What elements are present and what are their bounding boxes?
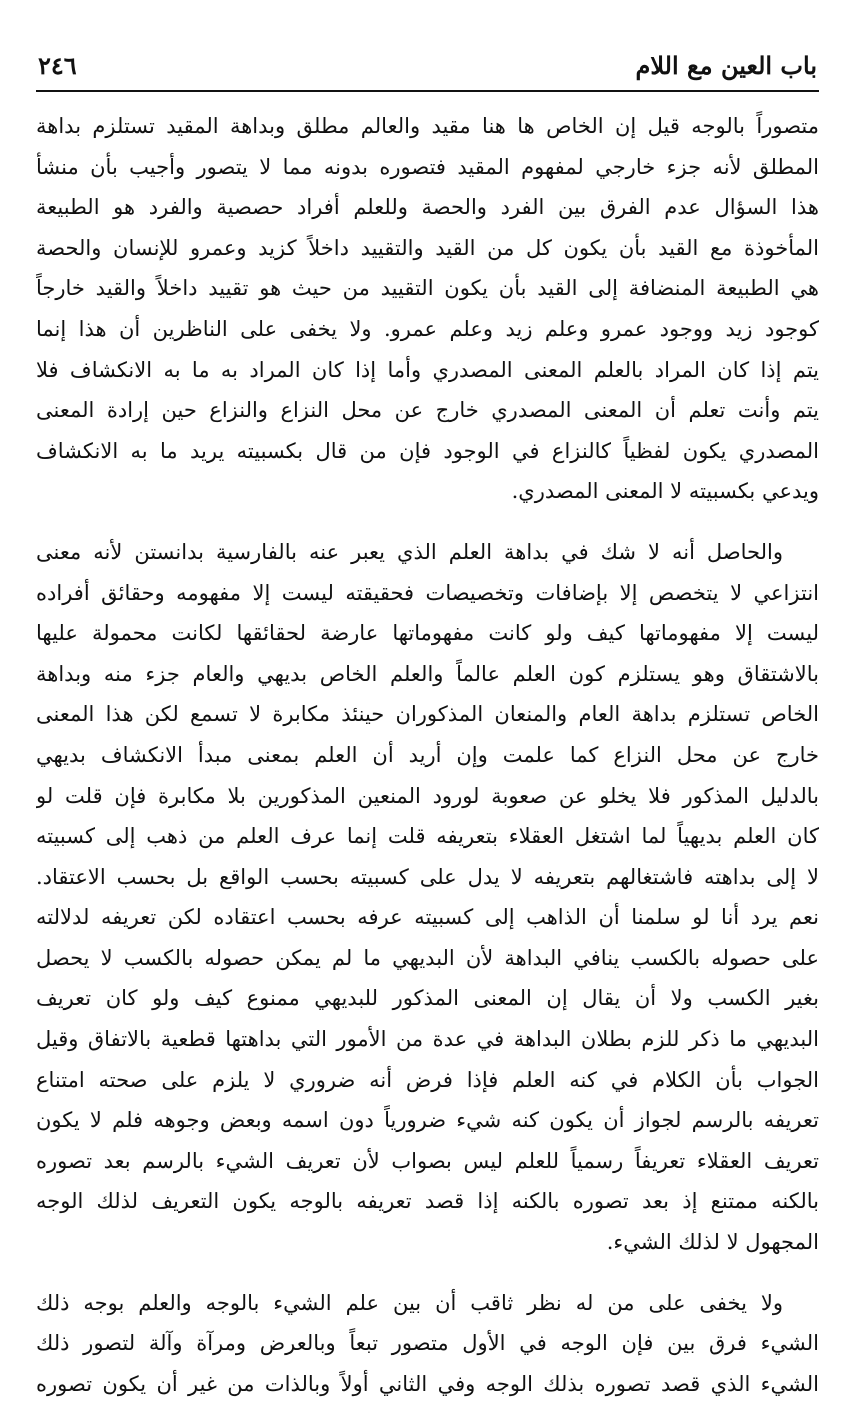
paragraph-2	[36, 532, 819, 1263]
paragraph-3	[36, 1283, 819, 1404]
paragraph-1	[36, 106, 819, 512]
text-line: بالاشتقاق وهو يستلزم كون العلم عالماً والعلم الخاص بديهي والعام جزء منه وبداهة	[36, 661, 819, 686]
text-line: ويدعي بكسبيته لا المعنى المصدري.	[511, 479, 819, 504]
text-line: المطلق لأنه جزء خارجي لمفهوم المقيد فتصوره بدونه مما لا يتصور وأجيب بأن منشأ	[36, 154, 819, 179]
text-line: هي الطبيعة المنضافة إلى القيد بأن يكون التقييد من حيث هو تقييد داخلاً والقيد خارجاً	[36, 276, 819, 301]
text-line: المصدري يكون لفظياً كالنزاع في الوجود فإن من قال بكسبيته يريد ما به الانكشاف	[36, 438, 819, 463]
page-number: ٢٤٦	[38, 51, 77, 80]
paragraph-gap	[36, 1263, 819, 1283]
text-line: المجهول لا لذلك الشيء.	[606, 1230, 819, 1255]
text-line: نعم يرد أنا لو سلمنا أن الذاهب إلى كسبيته عرفه بحسب اعتقاده لكن تعريفه لدلالته	[36, 905, 819, 930]
text-line: بالكنه ممتنع إذ بعد تصوره بالكنه إذا قصد تعريفه بالوجه يكون التعريف لذلك الوجه	[36, 1189, 819, 1214]
running-header	[36, 0, 819, 92]
text-line: خارج عن محل النزاع كما علمت وإن أريد أن العلم بمعنى مبدأ الانكشاف بديهي	[36, 742, 819, 767]
text-line: تعريف العقلاء تعريفاً رسمياً للعلم ليس بصواب لأن تعريف الشيء بالرسم بعد تصوره	[36, 1148, 819, 1173]
paragraph-gap	[36, 512, 819, 532]
text-line: لا إلى بداهته فاشتغالهم بتعريفه لا يدل على كسبيته بحسب الواقع بل بحسب الاعتقاد.	[36, 864, 819, 889]
text-line: كوجود زيد ووجود عمرو وعلم زيد وعلم عمرو. ولا يخفى على الناظرين أن هذا إنما	[36, 316, 819, 341]
text-line: بالدليل المذكور فلا يخلو عن صعوبة لورود المنعين المذكورين بلا مكابرة فإن قلت لو	[36, 783, 819, 808]
text-line: الشيء الذي قصد تصوره بذلك الوجه وفي الثاني أولاً وبالذات من غير أن يكون تصوره	[36, 1371, 819, 1396]
text-line: الشيء فرق بين فإن الوجه في الأول متصور تبعاً وبالعرض ومرآة وآلة لتصور ذلك	[36, 1331, 819, 1356]
text-line: انتزاعي لا يتخصص إلا بإضافات وتخصيصات فحقيقته ليست إلا مفهومه وحقائق أفراده	[36, 580, 819, 605]
text-line: بغير الكسب ولا أن يقال إن المعنى المذكور للبديهي ممنوع كيف ولو كان تعريف	[36, 986, 819, 1011]
text-line: والحاصل أنه لا شك في بداهة العلم الذي يعبر عنه بالفارسية بدانستن لأنه معنى	[36, 539, 783, 564]
text-line: هذا السؤال عدم الفرق بين الفرد والحصة وللعلم أفراد حصصية والفرد هو الطبيعة	[36, 195, 819, 220]
text-line: الجواب بأن الكلام في كنه العلم فإذا فرض أنه ضروري لا يلزم على صحته امتناع	[36, 1067, 819, 1092]
text-line: كان العلم بديهياً لما اشتغل العقلاء بتعريفه قلت إنما عرف العلم من ذهب إلى كسبيته	[36, 824, 819, 849]
text-line: يتم وأنت تعلم أن المعنى المصدري خارج عن محل النزاع والنزاع حين إرادة المعنى	[36, 398, 819, 423]
text-line: متصوراً بالوجه قيل إن الخاص ها هنا مقيد والعالم مطلق وبداهة المقيد تستلزم بداهة	[36, 114, 819, 138]
text-line: يتم إذا كان المراد بالعلم المعنى المصدري وأما إذا كان المراد به ما به الانكشاف فلا	[36, 357, 819, 382]
text-line: البديهي ما ذكر للزم بطلان البداهة في عدة من الأمور التي بداهتها قطعية بالاتفاق وقيل	[36, 1027, 819, 1052]
text-line: ولا يخفى على من له نظر ثاقب أن بين علم الشيء بالوجه والعلم بوجه ذلك	[36, 1290, 783, 1315]
text-line: على حصوله بالكسب ينافي البداهة لأن البديهي ما لم يمكن حصوله بالكسب لا يحصل	[36, 945, 819, 970]
text-line: المأخوذة مع القيد بأن يكون كل من القيد والتقييد داخلاً كزيد وعمرو للإنسان والحصة	[36, 235, 819, 260]
body-text	[36, 92, 819, 1404]
text-line: الخاص تستلزم بداهة العام والمنعان المذكوران حينئذ مكابرة لا تسمع لكن هذا المعنى	[36, 702, 819, 727]
chapter-title: باب العين مع اللام	[635, 51, 817, 80]
text-line: ليست إلا مفهوماتها كيف ولو كانت مفهوماتها عارضة لحقائقها لكانت محمولة عليها	[36, 621, 819, 646]
text-line: تعريفه بالرسم لجواز أن يكون كنه شيء ضرورياً دون اسمه وبعض وجوهه فلم لا يكون	[36, 1108, 819, 1133]
